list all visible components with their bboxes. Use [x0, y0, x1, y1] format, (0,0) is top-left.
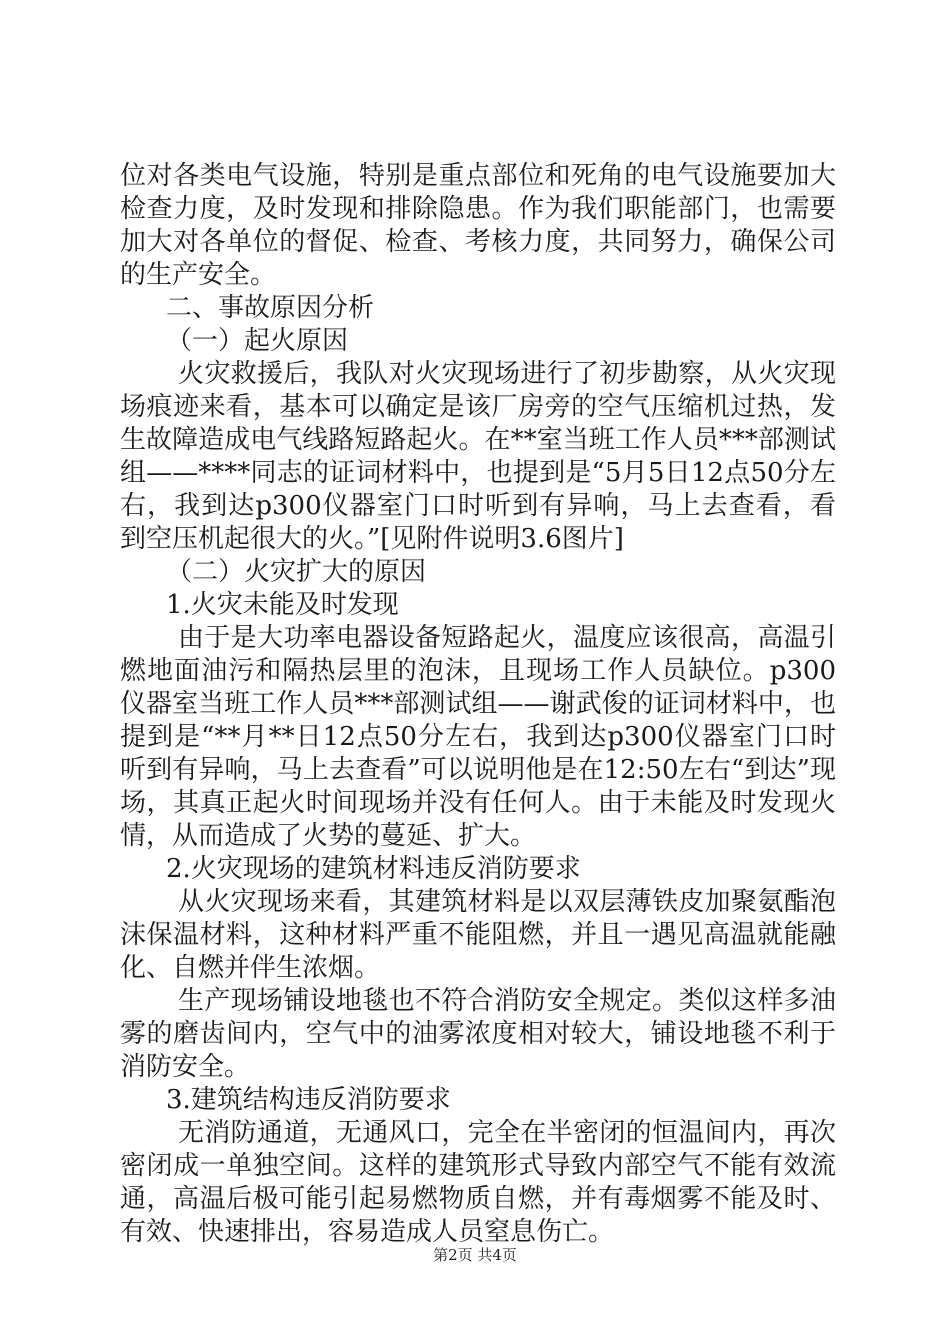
subsection-heading-fire-cause: （一）起火原因: [166, 326, 349, 356]
paragraph-not-detected: 由于是大功率电器设备短路起火，温度应该很高，高温引燃地面油污和隔热层里的泡沫，且现场工作人员缺位。p300仪器室当班工作人员***部测试组——谢武俊的证词材料中，也提到是“**月**日12点50分左右，我到达p300仪器室门口时听到有异响，马上去查看”可以说明他是在12:50左右“到达”现场，其真正起火时间现场并没有任何人。由于未能及时发现火情，从而造成了火势的蔓延、扩大。: [120, 623, 836, 851]
paragraph-building-materials: 从火灾现场来看，其建筑材料是以双层薄铁皮加聚氨酯泡沫保温材料，这种材料严重不能阻燃，并且一遇见高温就能融化、自燃并伴生浓烟。: [120, 887, 836, 983]
subsection-heading-fire-spread: （二）火灾扩大的原因: [166, 557, 427, 587]
section-heading-cause-analysis: 二、事故原因分析: [166, 293, 375, 323]
paragraph-building-structure: 无消防通道，无通风口，完全在半密闭的恒温间内，再次密闭成一单独空间。这样的建筑形式导致内部空气不能有效流通，高温后极可能引起易燃物质自燃，并有毒烟雾不能及时、有效、快速排出，容易造成人员窒息伤亡。: [120, 1118, 836, 1247]
page-number-footer: 第2页 共4页: [433, 1246, 517, 1264]
item-heading-building-materials: 2.火灾现场的建筑材料违反消防要求: [166, 854, 581, 884]
document-body: [120, 160, 836, 1249]
paragraph-fire-cause: 火灾救援后，我队对火灾现场进行了初步勘察，从火灾现场痕迹来看，基本可以确定是该厂房旁的空气压缩机过热，发生故障造成电气线路短路起火。在**室当班工作人员***部测试组——****同志的证词材料中，也提到是“5月5日12点50分左右，我到达p300仪器室门口时听到有异响，马上去查看，看到空压机起很大的火。”[见附件说明3.6图片]: [120, 359, 836, 554]
item-heading-building-structure: 3.建筑结构违反消防要求: [166, 1085, 451, 1115]
paragraph-continuation: 位对各类电气设施，特别是重点部位和死角的电气设施要加大检查力度，及时发现和排除隐患。作为我们职能部门，也需要加大对各单位的督促、检查、考核力度，共同努力，确保公司的生产安全。: [120, 161, 836, 290]
item-heading-not-detected: 1.火灾未能及时发现: [166, 590, 399, 620]
paragraph-carpet: 生产现场铺设地毯也不符合消防安全规定。类似这样多油雾的磨齿间内，空气中的油雾浓度相对较大，铺设地毯不利于消防安全。: [120, 986, 836, 1082]
